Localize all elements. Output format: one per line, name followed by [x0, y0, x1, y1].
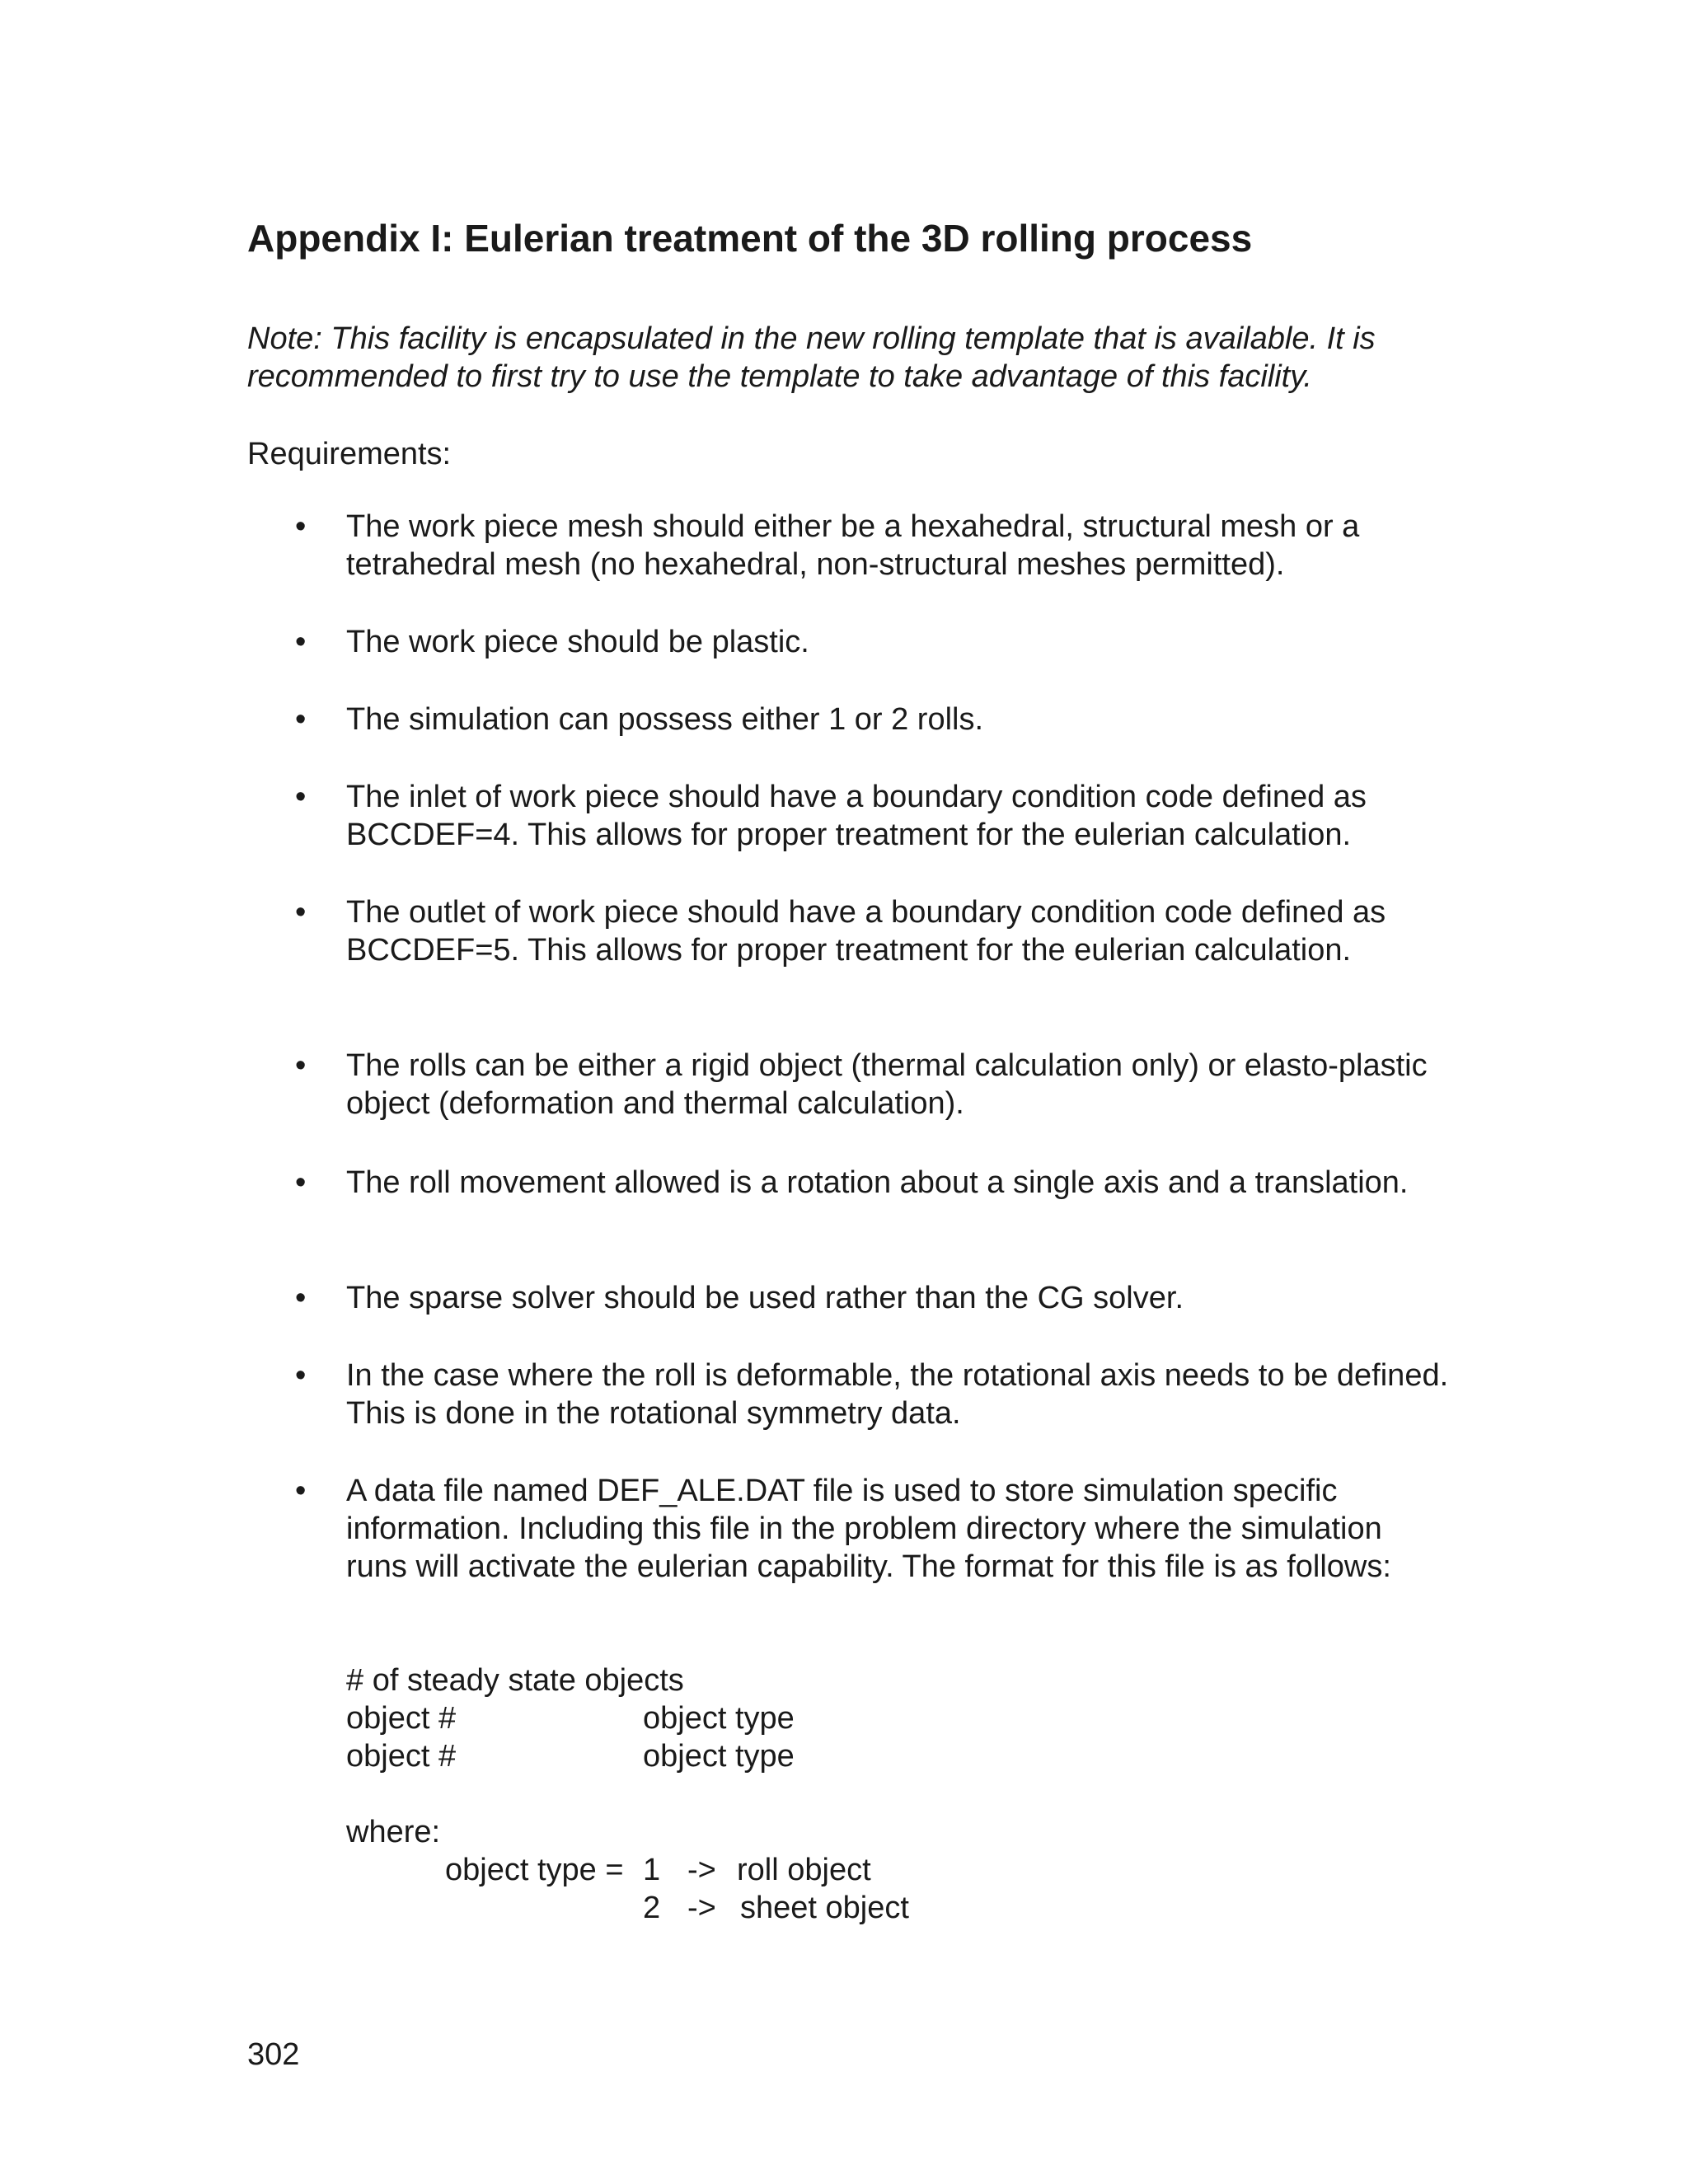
requirement-text: A data file named DEF_ALE.DAT file is used to store simulation specific information. Including this file in the problem directory where the simulation runs will activate the eulerian capability. The format for this file is as follows: [346, 1474, 1391, 1584]
requirements-label: Requirements: [247, 437, 452, 471]
format-row-object-type: object type [643, 1701, 795, 1736]
bullet-icon: • [295, 702, 307, 737]
bullet-icon: • [295, 1281, 307, 1315]
object-type-prefix: object type = [445, 1853, 624, 1887]
where-label: where: [346, 1815, 441, 1849]
bullet-icon: • [295, 1474, 307, 1508]
requirement-text: The work piece should be plastic. [346, 625, 809, 659]
requirement-text: The inlet of work piece should have a boundary condition code defined as BCCDEF=4. This allows for proper treatment for the eulerian calculation. [346, 780, 1367, 852]
arrow-symbol: -> [687, 1853, 716, 1887]
format-row-object-number: object # [346, 1739, 457, 1774]
object-type-label: sheet object [740, 1891, 909, 1925]
bullet-icon: • [295, 895, 307, 930]
object-type-label: roll object [737, 1853, 871, 1887]
requirement-text: The simulation can possess either 1 or 2 rolls. [346, 702, 984, 737]
appendix-title: Appendix I: Eulerian treatment of the 3D rolling process [247, 217, 1253, 260]
format-header: # of steady state objects [346, 1663, 684, 1698]
note-paragraph: Note: This facility is encapsulated in the new rolling template that is available. It is recommended to first try to use the template to take advantage of this facility. [247, 321, 1376, 394]
bullet-icon: • [295, 625, 307, 659]
bullet-icon: • [295, 1165, 307, 1200]
requirement-text: The work piece mesh should either be a hexahedral, structural mesh or a tetrahedral mesh (no hexahedral, non-structural meshes permitted). [346, 509, 1360, 582]
format-row-object-type: object type [643, 1739, 795, 1774]
bullet-icon: • [295, 780, 307, 814]
page-number: 302 [247, 2037, 300, 2072]
requirement-text: The rolls can be either a rigid object (thermal calculation only) or elasto-plastic object (deformation and thermal calculation). [346, 1048, 1428, 1121]
object-type-code: 1 [643, 1853, 661, 1887]
requirement-text: In the case where the roll is deformable, the rotational axis needs to be defined. This is done in the rotational symmetry data. [346, 1358, 1449, 1431]
format-row-object-number: object # [346, 1701, 457, 1736]
requirement-text: The roll movement allowed is a rotation about a single axis and a translation. [346, 1165, 1409, 1200]
bullet-icon: • [295, 509, 307, 544]
requirement-text: The outlet of work piece should have a boundary condition code defined as BCCDEF=5. This allows for proper treatment for the eulerian calculation. [346, 895, 1386, 968]
bullet-icon: • [295, 1048, 307, 1083]
bullet-icon: • [295, 1358, 307, 1393]
object-type-code: 2 [643, 1891, 661, 1925]
arrow-symbol: -> [687, 1891, 716, 1925]
requirement-text: The sparse solver should be used rather than the CG solver. [346, 1281, 1184, 1315]
